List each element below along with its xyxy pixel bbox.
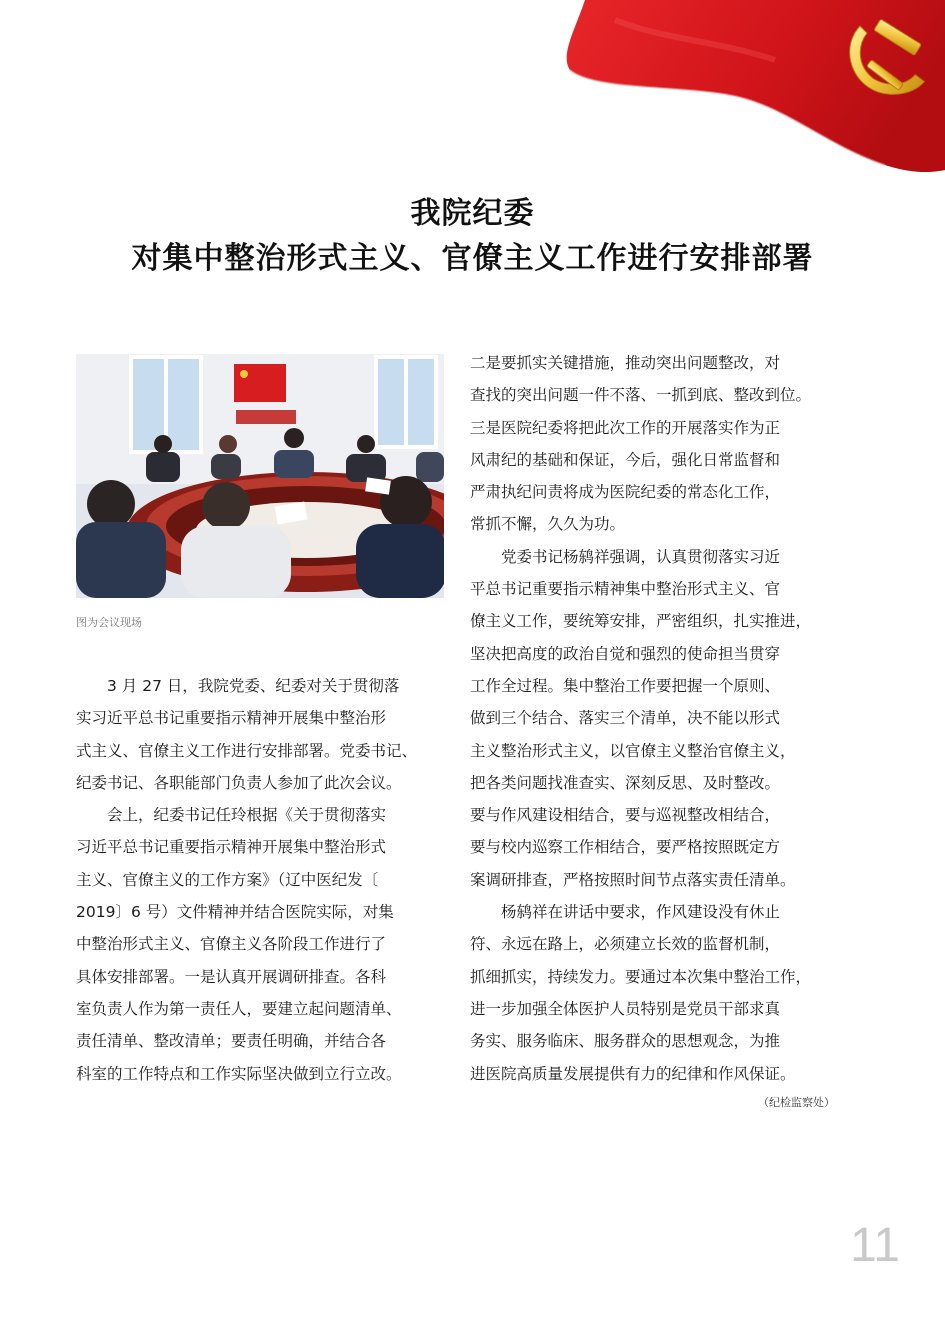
text-line: 杨鸫祥在讲话中要求，作风建设没有休止 [501, 903, 781, 922]
meeting-photo [76, 354, 444, 598]
text-line: 式主义、官僚主义工作进行安排部署。党委书记、 [76, 741, 418, 760]
text-line: 符、永远在路上，必须建立长效的监督机制， [470, 935, 781, 954]
text-line: 三是医院纪委将把此次工作的开展落实作为正 [470, 418, 781, 437]
text-line: 坚决把高度的政治自觉和强烈的使命担当贯穿 [470, 644, 781, 663]
text-line: 要与校内巡察工作相结合，要严格按照既定方 [470, 838, 781, 857]
page-number: 11 [850, 1219, 900, 1272]
text-line: 中整治形式主义、官僚主义各阶段工作进行了 [76, 935, 387, 954]
text-line: 案调研排查，严格按照时间节点落实责任清单。 [470, 870, 796, 889]
text-line: 把各类问题找准查实、深刻反思、及时整改。 [470, 773, 781, 792]
text-line: 务实、服务临床、服务群众的思想观念，为推 [470, 1032, 781, 1051]
text-line: 具体安排部署。一是认真开展调研排查。各科 [76, 967, 387, 986]
left-column [76, 670, 448, 1090]
text-line: 责任清单、整改清单；要责任明确，并结合各 [76, 1032, 387, 1051]
text-line: 要与作风建设相结合，要与巡视整改相结合， [470, 806, 781, 825]
text-line: 进一步加强全体医护人员特别是党员干部求真 [470, 999, 781, 1018]
text-line: 平总书记重要指示精神集中整治形式主义、官 [470, 580, 781, 599]
page-title-line1: 我院纪委 [410, 196, 535, 231]
page-title-line2: 对集中整治形式主义、官僚主义工作进行安排部署 [131, 241, 814, 276]
text-line: 常抓不懈，久久为功。 [470, 515, 626, 534]
text-line: 3 月 27 日，我院党委、纪委对关于贯彻落 [107, 677, 400, 695]
text-line: 会上，纪委书记任玲根据《关于贯彻落实 [107, 806, 387, 825]
photo-caption: 图为会议现场 [76, 616, 142, 629]
article-signature: （纪检监察处） [758, 1096, 835, 1109]
text-line: 室负责人作为第一责任人，要建立起问题清单、 [76, 999, 402, 1018]
text-line: 实习近平总书记重要指示精神开展集中整治形 [76, 709, 387, 728]
text-line: 严肃执纪问责将成为医院纪委的常态化工作， [470, 483, 781, 502]
text-line: 二是要抓实关键措施，推动突出问题整改，对 [470, 354, 781, 372]
text-line: 做到三个结合、落实三个清单，决不能以形式 [470, 709, 781, 728]
text-line: 进医院高质量发展提供有力的纪律和作风保证。 [470, 1064, 796, 1083]
text-line: 工作全过程。集中整治工作要把握一个原则、 [470, 676, 781, 695]
red-flag-banner [555, 0, 945, 175]
text-line: 2019〕6 号）文件精神并结合医院实际，对集 [76, 903, 394, 922]
text-line: 抓细抓实，持续发力。要通过本次集中整治工作， [470, 967, 812, 986]
right-column [470, 347, 842, 1090]
text-line: 纪委书记、各职能部门负责人参加了此次会议。 [76, 773, 402, 792]
text-line: 主义整治形式主义，以官僚主义整治官僚主义， [470, 741, 796, 760]
text-line: 科室的工作特点和工作实际坚决做到立行立改。 [76, 1064, 402, 1083]
text-line: 主义、官僚主义的工作方案》（辽中医纪发〔 [76, 870, 379, 889]
text-line: 僚主义工作，要统筹安排，严密组织，扎实推进， [470, 612, 812, 631]
text-line: 习近平总书记重要指示精神开展集中整治形式 [76, 838, 387, 857]
text-line: 党委书记杨鸫祥强调，认真贯彻落实习近 [501, 547, 781, 566]
text-line: 风肃纪的基础和保证，今后，强化日常监督和 [470, 450, 781, 469]
text-line: 查找的突出问题一件不落、一抓到底、整改到位。 [470, 386, 812, 405]
